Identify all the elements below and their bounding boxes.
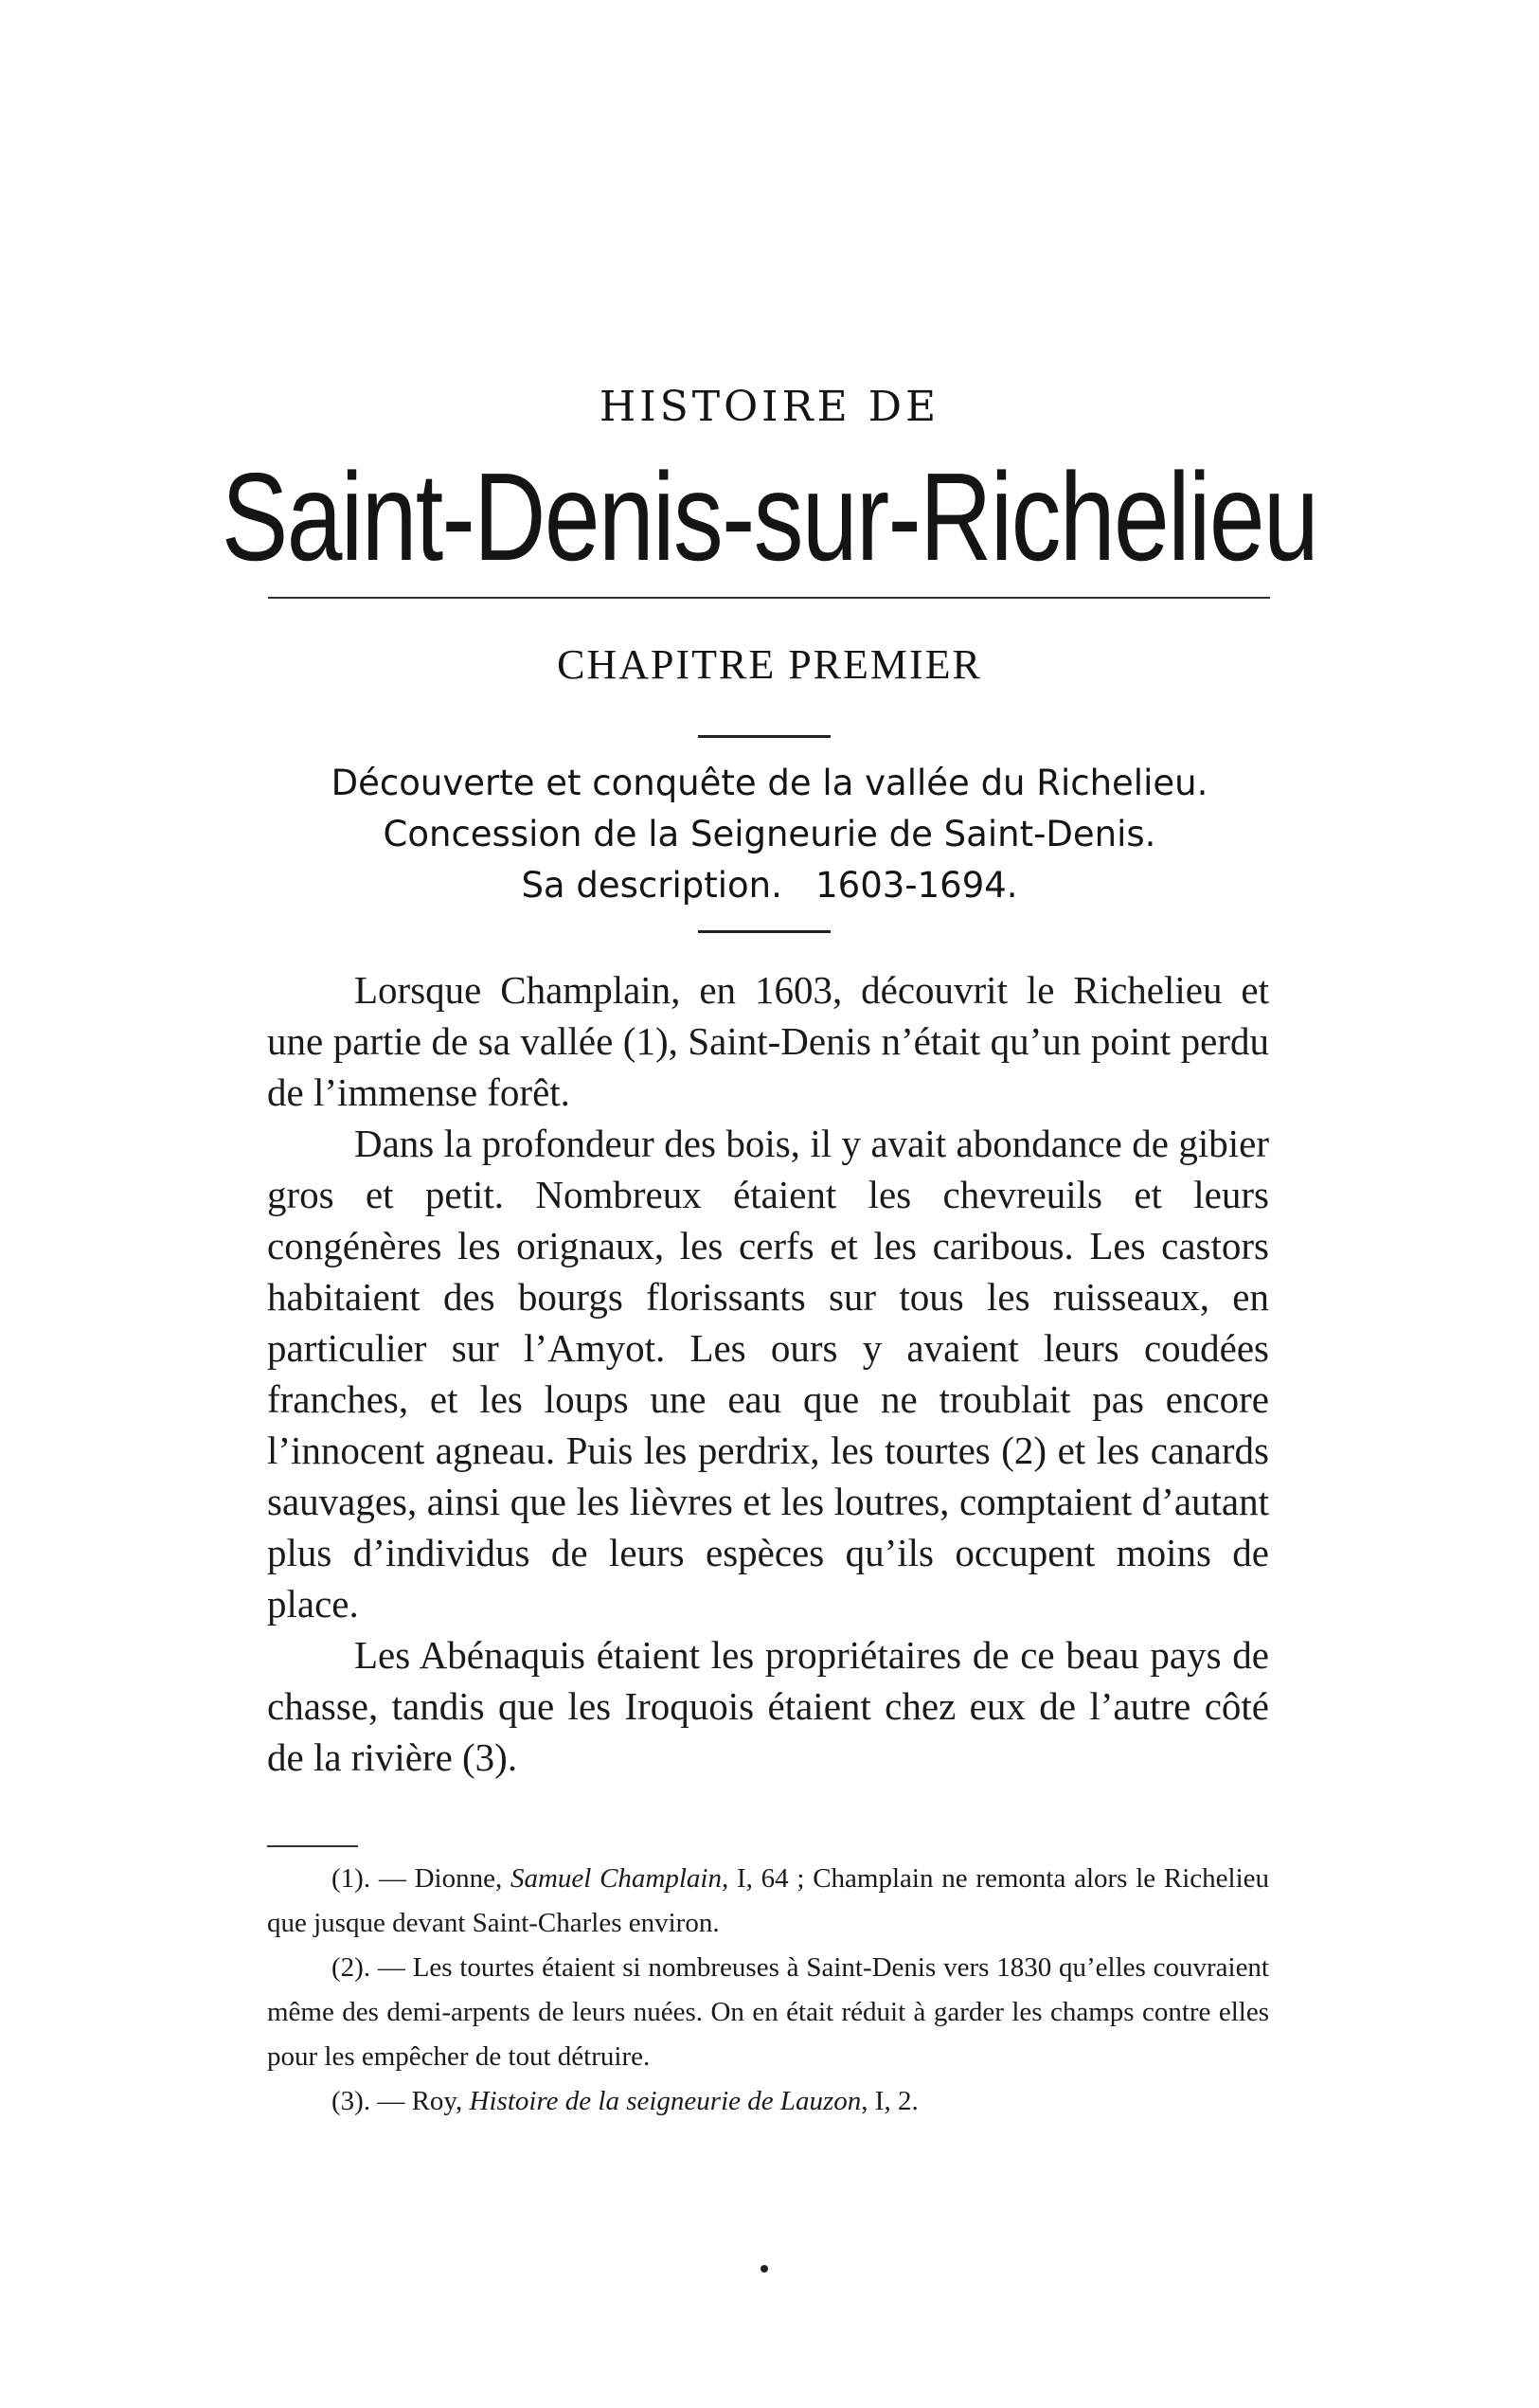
footnote-1: [267, 1857, 1269, 1946]
footnote-text: , I, 64 ; Champlain ne remonta alors le Richelieu que jusque devant Saint-Charles environ.: [267, 1863, 1269, 1938]
chapter-heading: CHAPITRE PREMIER: [557, 641, 982, 688]
footnote-text: — Roy,: [370, 2086, 470, 2116]
summary-line: Découverte et conquête de la vallée du Richelieu.: [331, 763, 1208, 803]
body-paragraph: Les Abénaquis étaient les propriétaires de ce beau pays de chasse, tandis que les Iroquois étaient chez eux de l’autre côté de la rivière (3).: [267, 1633, 1269, 1779]
footnote-2: [267, 1946, 1269, 2079]
title-kicker: HISTOIRE DE: [599, 383, 940, 431]
footnote-cited-title: Samuel Champlain: [510, 1863, 722, 1894]
chapter-summary: [0, 758, 1539, 911]
chapter-divider-top: [698, 735, 831, 738]
body-text: [267, 964, 1269, 1783]
footnote-cited-title: Histoire de la seigneurie de Lauzon: [469, 2086, 862, 2116]
summary-line: Sa description. 1603-1694.: [521, 865, 1018, 906]
footnote-text: — Les tourtes étaient si nombreuses à Saint-Denis vers 1830 qu’elles couvraient même des demi-arpents de leurs nuées. On en était réduit à garder les champs contre elles pour les empêcher de tout détruire.: [267, 1952, 1269, 2072]
footnote-marker: (1).: [331, 1863, 371, 1894]
body-paragraph: Lorsque Champlain, en 1603, découvrit le Richelieu et une partie de sa vallée (1), Saint-Denis n’était qu’un point perdu de l’immense forêt.: [267, 968, 1269, 1114]
footnote-text: , I, 2.: [861, 2086, 919, 2116]
page-title: Saint-Denis-sur-Richelieu: [221, 447, 1318, 586]
footnote-3: [267, 2079, 1269, 2124]
footnote-marker: (3).: [331, 2086, 371, 2116]
footnote-text: — Dionne,: [370, 1863, 510, 1894]
footnote-divider: [267, 1845, 358, 1847]
title-divider: [268, 597, 1270, 599]
footnotes: [267, 1857, 1269, 2124]
summary-line: Concession de la Seigneurie de Saint-Denis.: [383, 814, 1156, 854]
page-mark: [761, 2265, 768, 2273]
footnote-marker: (2).: [331, 1952, 371, 1983]
chapter-divider-bottom: [698, 930, 831, 933]
body-paragraph: Dans la profondeur des bois, il y avait abondance de gibier gros et petit. Nombreux étaient les chevreuils et leurs congénères les orignaux, les cerfs et les caribous. Les castors habitaient des bourgs florissants sur tous les ruisseaux, en particulier sur l’Amyot. Les ours y avaient leurs coudées franches, et les loups une eau que ne troublait pas encore l’innocent agneau. Puis les perdrix, les tourtes (2) et les canards sauvages, ainsi que les lièvres et les loutres, comptaient d’autant plus d’individus de leurs espèces qu’ils occupent moins de place.: [267, 1122, 1269, 1626]
